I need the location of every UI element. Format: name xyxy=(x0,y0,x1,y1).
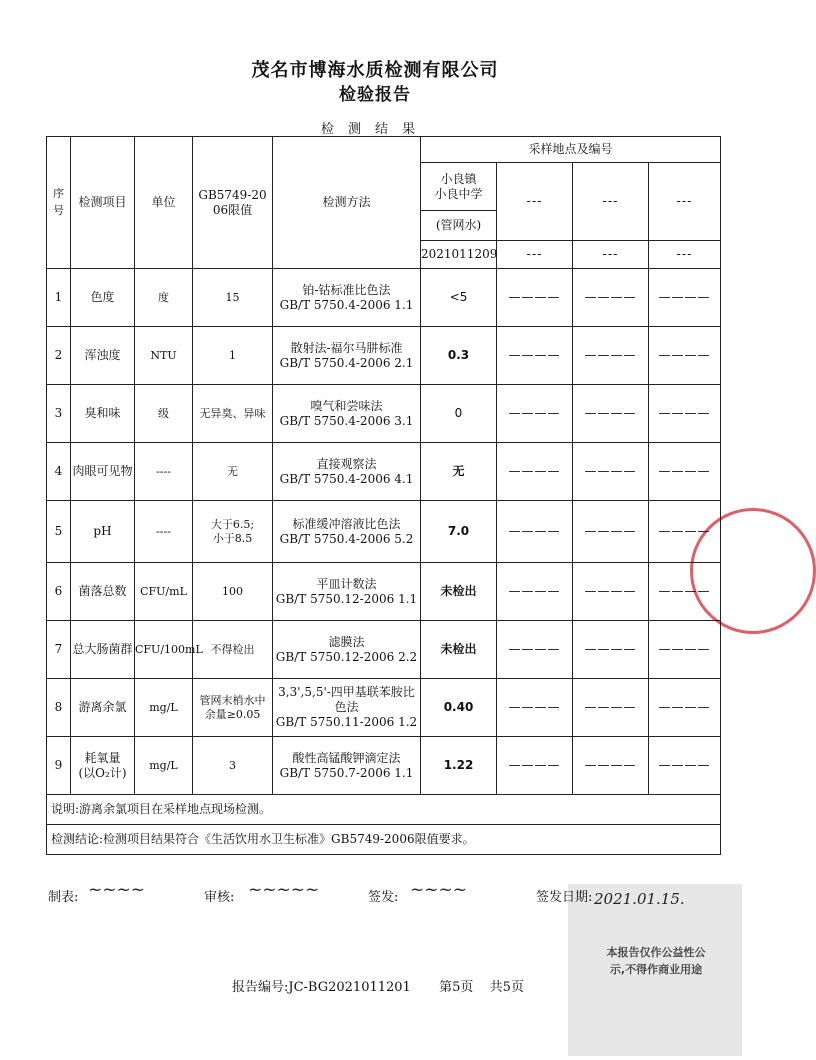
row-method: 滤膜法 GB/T 5750.12-2006 2.2 xyxy=(273,621,421,679)
row-limit: 大于6.5; 小于8.5 xyxy=(193,501,273,563)
row-result: 0 xyxy=(421,385,497,443)
row-result: 未检出 xyxy=(421,621,497,679)
table-row xyxy=(47,621,721,679)
row-method: 直接观察法 GB/T 5750.4-2006 4.1 xyxy=(273,443,421,501)
row-unit: NTU xyxy=(135,327,193,385)
row-result: 无 xyxy=(421,443,497,501)
row-no: 4 xyxy=(47,443,71,501)
table-row xyxy=(47,679,721,737)
row-method: 铂-钴标准比色法 GB/T 5750.4-2006 1.1 xyxy=(273,269,421,327)
row-empty: ———— xyxy=(573,443,649,501)
row-result: 0.3 xyxy=(421,327,497,385)
code-placeholder: --- xyxy=(497,241,573,269)
row-no: 5 xyxy=(47,501,71,563)
row-empty: ———— xyxy=(573,327,649,385)
row-empty: ———— xyxy=(649,269,721,327)
row-unit: ---- xyxy=(135,443,193,501)
row-item: 耗氧量 (以O₂计) xyxy=(71,737,135,795)
row-unit: mg/L xyxy=(135,737,193,795)
row-unit: ---- xyxy=(135,501,193,563)
row-item: 臭和味 xyxy=(71,385,135,443)
header-method: 检测方法 xyxy=(273,137,421,269)
row-method: 酸性高锰酸钾滴定法 GB/T 5750.7-2006 1.1 xyxy=(273,737,421,795)
results-table xyxy=(46,136,721,855)
reviewed-label: 审核: xyxy=(204,890,235,905)
row-limit: 不得检出 xyxy=(193,621,273,679)
header-no: 序号 xyxy=(47,137,71,269)
table-row xyxy=(47,443,721,501)
row-empty: ———— xyxy=(497,443,573,501)
row-no: 1 xyxy=(47,269,71,327)
reviewer-signature: ~~~~~ xyxy=(248,880,320,900)
preparer-signature: ~~~~ xyxy=(88,880,145,900)
section-title: 检测结果 xyxy=(320,122,429,137)
row-empty: ———— xyxy=(497,327,573,385)
row-result: 0.40 xyxy=(421,679,497,737)
row-result: <5 xyxy=(421,269,497,327)
report-title: 检验报告 xyxy=(339,85,411,105)
row-no: 8 xyxy=(47,679,71,737)
row-method: 3,3',5,5'-四甲基联苯胺比色法 GB/T 5750.11-2006 1.2 xyxy=(273,679,421,737)
row-method: 散射法-福尔马肼标准 GB/T 5750.4-2006 2.1 xyxy=(273,327,421,385)
row-unit: 级 xyxy=(135,385,193,443)
header-unit: 单位 xyxy=(135,137,193,269)
row-empty: ———— xyxy=(573,737,649,795)
row-empty: ———— xyxy=(573,621,649,679)
table-row xyxy=(47,501,721,563)
site-type: (管网水) xyxy=(421,211,497,241)
table-row xyxy=(47,269,721,327)
row-limit: 15 xyxy=(193,269,273,327)
row-limit: 无 xyxy=(193,443,273,501)
row-method: 平皿计数法 GB/T 5750.12-2006 1.1 xyxy=(273,563,421,621)
prepared-label: 制表: xyxy=(48,890,79,905)
row-unit: CFU/100mL xyxy=(135,621,193,679)
row-limit: 无异臭、异味 xyxy=(193,385,273,443)
row-unit: CFU/mL xyxy=(135,563,193,621)
row-method: 嗅气和尝味法 GB/T 5750.4-2006 3.1 xyxy=(273,385,421,443)
row-item: pH xyxy=(71,501,135,563)
site-placeholder: --- xyxy=(497,163,573,241)
row-item: 总大肠菌群 xyxy=(71,621,135,679)
issuer-signature: ~~~~ xyxy=(410,880,467,900)
row-limit: 3 xyxy=(193,737,273,795)
report-number: 报告编号:JC-BG2021011201 xyxy=(232,980,411,995)
page-number: 第5页 xyxy=(439,980,474,995)
row-empty: ———— xyxy=(573,679,649,737)
row-empty: ———— xyxy=(649,327,721,385)
code-placeholder: --- xyxy=(573,241,649,269)
row-empty: ———— xyxy=(497,385,573,443)
code-placeholder: --- xyxy=(649,241,721,269)
row-item: 游离余氯 xyxy=(71,679,135,737)
header-limit: GB5749-2006限值 xyxy=(193,137,273,269)
row-empty: ———— xyxy=(573,269,649,327)
row-empty: ———— xyxy=(497,563,573,621)
row-no: 6 xyxy=(47,563,71,621)
row-empty: ———— xyxy=(649,385,721,443)
row-item: 菌落总数 xyxy=(71,563,135,621)
row-item: 肉眼可见物 xyxy=(71,443,135,501)
header-item: 检测项目 xyxy=(71,137,135,269)
row-empty: ———— xyxy=(649,737,721,795)
site-code: 2021011209 xyxy=(421,241,497,269)
row-no: 3 xyxy=(47,385,71,443)
row-empty: ———— xyxy=(497,621,573,679)
report-footer xyxy=(232,976,524,995)
row-empty: ———— xyxy=(573,501,649,563)
row-empty: ———— xyxy=(497,679,573,737)
row-empty: ———— xyxy=(573,385,649,443)
table-row xyxy=(47,385,721,443)
table-note: 说明:游离余氯项目在采样地点现场检测。 xyxy=(47,795,721,825)
table-row xyxy=(47,737,721,795)
table-row xyxy=(47,563,721,621)
row-limit: 管网末梢水中 余量≥0.05 xyxy=(193,679,273,737)
row-no: 2 xyxy=(47,327,71,385)
date-label: 签发日期: xyxy=(536,890,593,905)
row-no: 7 xyxy=(47,621,71,679)
row-empty: ———— xyxy=(573,563,649,621)
row-limit: 1 xyxy=(193,327,273,385)
issue-date: 2021.01.15. xyxy=(594,890,685,908)
company-name: 茂名市博海水质检测有限公司 xyxy=(251,60,499,81)
header-sampling: 采样地点及编号 xyxy=(421,137,721,163)
row-result: 1.22 xyxy=(421,737,497,795)
row-item: 色度 xyxy=(71,269,135,327)
row-item: 浑浊度 xyxy=(71,327,135,385)
page-total: 共5页 xyxy=(489,980,524,995)
row-result: 未检出 xyxy=(421,563,497,621)
site-name: 小良镇 小良中学 xyxy=(421,163,497,211)
row-limit: 100 xyxy=(193,563,273,621)
row-empty: ———— xyxy=(497,269,573,327)
row-method: 标准缓冲溶液比色法 GB/T 5750.4-2006 5.2 xyxy=(273,501,421,563)
table-row xyxy=(47,327,721,385)
row-result: 7.0 xyxy=(421,501,497,563)
watermark-text: 本报告仅作公益性公 示,不得作商业用途 xyxy=(606,946,706,977)
issued-label: 签发: xyxy=(368,890,399,905)
row-empty: ———— xyxy=(649,621,721,679)
row-empty: ———— xyxy=(649,501,721,563)
site-placeholder: --- xyxy=(649,163,721,241)
row-unit: 度 xyxy=(135,269,193,327)
row-empty: ———— xyxy=(649,563,721,621)
test-conclusion: 检测结论:检测项目结果符合《生活饮用水卫生标准》GB5749-2006限值要求。 xyxy=(47,825,721,855)
row-empty: ———— xyxy=(497,501,573,563)
site-placeholder: --- xyxy=(573,163,649,241)
row-unit: mg/L xyxy=(135,679,193,737)
row-no: 9 xyxy=(47,737,71,795)
row-empty: ———— xyxy=(649,443,721,501)
row-empty: ———— xyxy=(497,737,573,795)
row-empty: ———— xyxy=(649,679,721,737)
